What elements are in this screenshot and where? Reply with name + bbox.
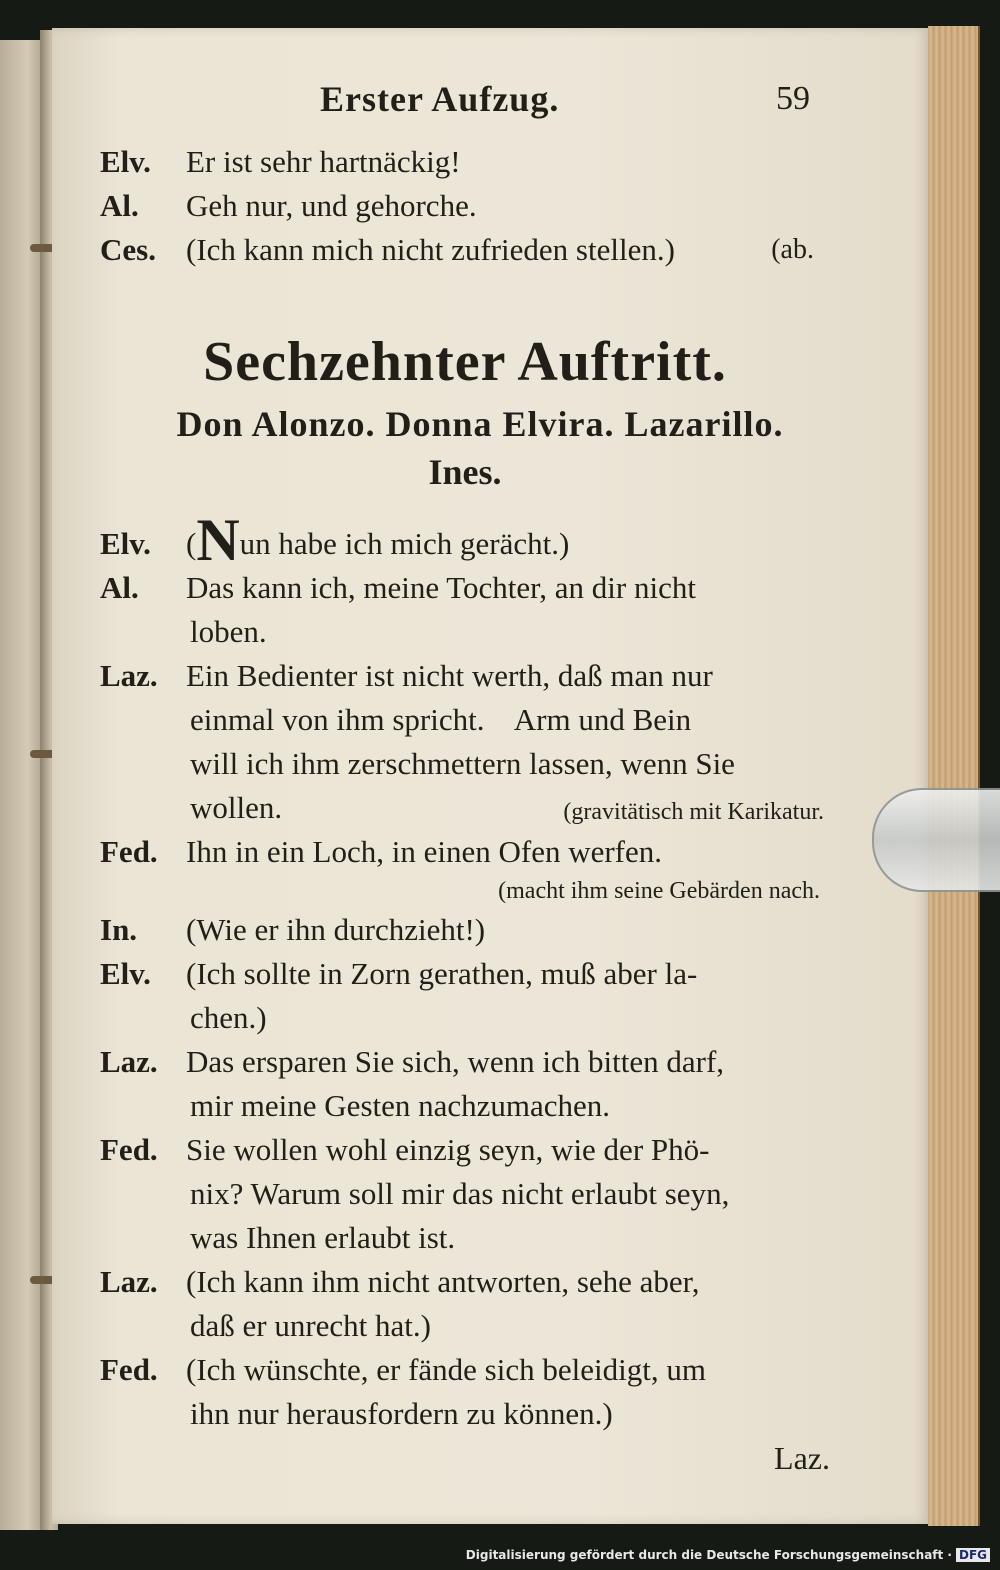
continuation-line: loben. bbox=[190, 614, 267, 649]
dialogue-line bbox=[100, 184, 830, 228]
continuation-line: chen.) bbox=[190, 1000, 267, 1035]
exit-direction: (ab. bbox=[771, 234, 814, 265]
page-header bbox=[100, 78, 830, 140]
drop-cap: N bbox=[196, 507, 240, 573]
page-number: 59 bbox=[776, 80, 810, 117]
line-text: Ihn in ein Loch, in einen Ofen werfen. bbox=[186, 834, 663, 869]
speaker-label: Fed. bbox=[100, 1132, 158, 1167]
dialogue-line bbox=[100, 830, 830, 874]
dialogue-line bbox=[100, 1128, 830, 1172]
dialogue-block bbox=[100, 507, 830, 1477]
running-title: Erster Aufzug. bbox=[320, 79, 560, 119]
speaker-label: Al. bbox=[100, 570, 139, 605]
continuation-line: will ich ihm zerschmettern lassen, wenn Sie bbox=[190, 746, 735, 781]
dialogue-line bbox=[100, 1260, 830, 1304]
paren-open: ( bbox=[186, 526, 197, 561]
line-text: (Ich sollte in Zorn gerathen, muß aber la- bbox=[186, 956, 698, 991]
dialogue-line bbox=[100, 228, 830, 272]
catchword: Laz. bbox=[774, 1440, 830, 1476]
cast-list bbox=[100, 400, 830, 496]
line-text: (Ich wünschte, er fände sich beleidigt, um bbox=[186, 1352, 706, 1387]
cast-line: Ines. bbox=[428, 452, 502, 492]
continuation-line: ihn nur herausfordern zu können.) bbox=[190, 1396, 613, 1431]
line-text: Geh nur, und gehorche. bbox=[186, 188, 477, 223]
line-text: Ein Bedienter ist nicht werth, daß man nur bbox=[186, 658, 713, 693]
line-text: (Ich kann mich nicht zufrieden stellen.) bbox=[186, 232, 675, 267]
dialogue-line bbox=[100, 140, 830, 184]
page-fore-edge bbox=[928, 26, 980, 1526]
page-text bbox=[100, 78, 830, 1477]
continuation-line: mir meine Gesten nachzumachen. bbox=[190, 1088, 611, 1123]
page-clip bbox=[872, 788, 1000, 892]
line-text: (Ich kann ihm nicht antworten, sehe aber, bbox=[186, 1264, 700, 1299]
dialogue-line bbox=[100, 654, 830, 698]
speaker-label: Al. bbox=[100, 188, 139, 223]
speaker-label: Ces. bbox=[100, 232, 156, 267]
continuation-line: einmal von ihm spricht. Arm und Bein bbox=[190, 702, 692, 737]
speaker-label: In. bbox=[100, 912, 138, 947]
speaker-label: Fed. bbox=[100, 834, 158, 869]
dfg-logo: DFG bbox=[956, 1548, 990, 1562]
line-text: Er ist sehr hartnäckig! bbox=[186, 144, 461, 179]
speaker-label: Fed. bbox=[100, 1352, 158, 1387]
credit-text: Digitalisierung gefördert durch die Deutsche Forschungsgemeinschaft · bbox=[465, 1548, 952, 1562]
dialogue-line bbox=[100, 1040, 830, 1084]
speaker-label: Laz. bbox=[100, 1264, 158, 1299]
stage-direction: (macht ihm seine Gebärden nach. bbox=[498, 878, 820, 904]
speaker-label: Laz. bbox=[100, 1044, 158, 1079]
speaker-label: Elv. bbox=[100, 526, 151, 561]
speaker-label: Elv. bbox=[100, 956, 151, 991]
dialogue-line bbox=[100, 908, 830, 952]
continuation-line bbox=[100, 786, 830, 830]
dialogue-line bbox=[100, 507, 830, 573]
line-text: Das ersparen Sie sich, wenn ich bitten darf, bbox=[186, 1044, 725, 1079]
digitization-credit bbox=[466, 1548, 990, 1562]
stage-direction: (gravitätisch mit Karikatur. bbox=[563, 799, 824, 825]
scene-title: Sechzehnter Auftritt. bbox=[203, 331, 727, 393]
dialogue-line bbox=[100, 566, 830, 610]
dialogue-line bbox=[100, 1348, 830, 1392]
continuation-line: nix? Warum soll mir das nicht erlaubt seyn, bbox=[190, 1176, 730, 1211]
line-text: un habe ich mich gerächt.) bbox=[239, 526, 570, 561]
cast-line: Don Alonzo. Donna Elvira. Lazarillo. bbox=[176, 404, 784, 444]
speaker-label: Elv. bbox=[100, 144, 151, 179]
line-text: Sie wollen wohl einzig seyn, wie der Phö- bbox=[186, 1132, 710, 1167]
dialogue-line bbox=[100, 952, 830, 996]
line-text: (Wie er ihn durchzieht!) bbox=[186, 912, 486, 947]
continuation-line: daß er unrecht hat.) bbox=[190, 1308, 431, 1343]
continuation-line: was Ihnen erlaubt ist. bbox=[190, 1220, 456, 1255]
line-text: wollen. bbox=[190, 790, 283, 825]
speaker-label: Laz. bbox=[100, 658, 158, 693]
line-text: Das kann ich, meine Tochter, an dir nicht bbox=[186, 570, 696, 605]
